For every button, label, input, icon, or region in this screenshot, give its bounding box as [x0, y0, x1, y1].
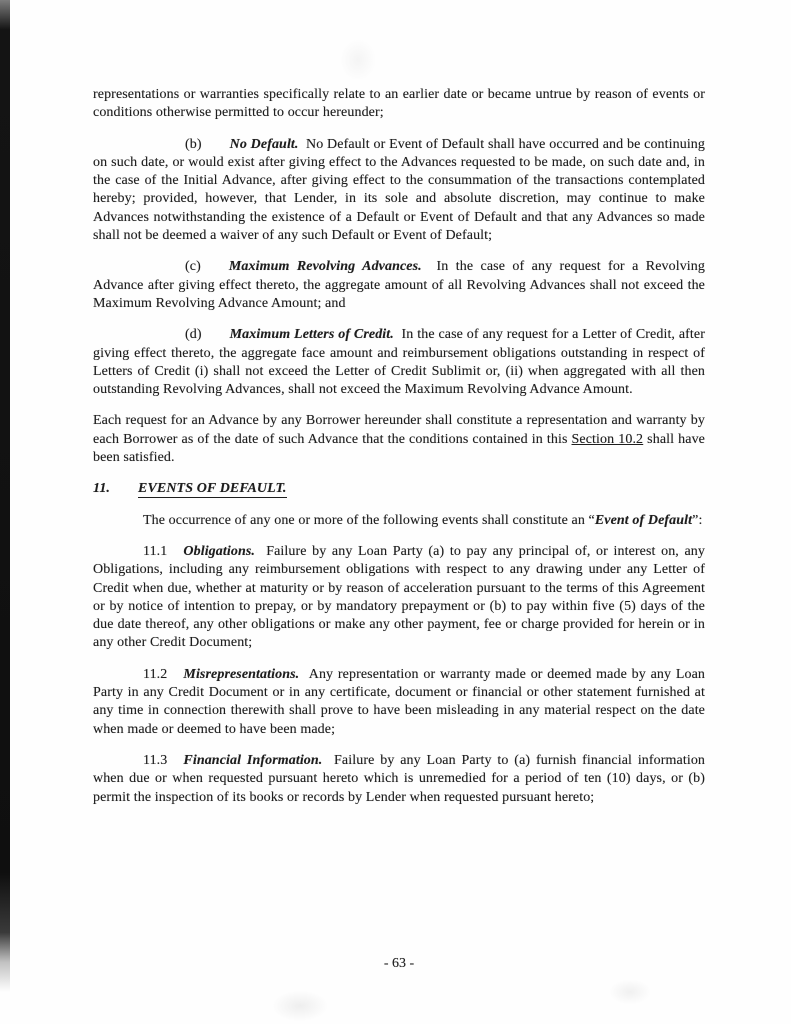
subsection-number: 11.2 — [143, 666, 168, 682]
clause-body: In the case of any request for a Letter of Credit, after giving effect thereto, the aggregate face amount and reimbursement obligations outstanding in respect of Letters of Credit (i) shall not exceed the Letter of Credit Sublimit or, (ii) when aggregated with all then outstanding Revolving Advances, shall not exceed the Maximum Revolving Advance Amount. — [93, 327, 705, 398]
subsection-body: Any representation or warranty made or deemed made by any Loan Party in any Credit Document or in any certificate, document or financial or other statement furnished at any time in connection therewith shall prove to have been misleading in any material respect on the date when made or deemed to have been made; — [93, 666, 705, 737]
event-of-default-intro-paragraph — [93, 512, 705, 530]
advance-request-paragraph — [93, 412, 705, 467]
clause-b-no-default — [93, 136, 705, 246]
section-number: 11. — [93, 481, 111, 497]
subsection-title: Financial Information. — [183, 752, 323, 768]
subsection-title: Obligations. — [183, 543, 255, 559]
clause-d-maximum-letters-of-credit — [93, 326, 705, 399]
subsection-11-1-obligations — [93, 543, 705, 653]
page-number: - 63 - — [383, 956, 415, 971]
paragraph-text: ”: — [692, 512, 703, 528]
subsection-11-2-misrepresentations — [93, 666, 705, 739]
clause-title: Maximum Letters of Credit. — [229, 327, 394, 343]
defined-term-event-of-default: Event of Default — [594, 512, 693, 528]
section-10-2-reference: Section 10.2 — [571, 431, 644, 447]
section-11-heading — [93, 480, 705, 498]
clause-label: (d) — [185, 327, 202, 343]
subsection-title: Misrepresentations. — [183, 666, 300, 682]
scanner-edge-artifact — [0, 0, 10, 992]
continuation-paragraph: representations or warranties specifically relate to an earlier date or became untrue by reason of events or conditions otherwise permitted to occur hereunder; — [93, 87, 705, 121]
paragraph-text: shall have been satisfied. — [93, 431, 705, 466]
clause-title: No Default. — [229, 136, 299, 152]
clause-title: Maximum Revolving Advances. — [228, 259, 422, 275]
paragraph-text: The occurrence of any one or more of the following events shall constitute an “ — [143, 512, 595, 528]
clause-c-maximum-revolving-advances — [93, 258, 705, 313]
clause-body: In the case of any request for a Revolving Advance after giving effect thereto, the aggregate amount of all Revolving Advances shall not exceed the Maximum Revolving Advance Amount; and — [93, 259, 705, 311]
subsection-number: 11.3 — [143, 752, 168, 768]
document-body — [93, 86, 705, 807]
section-title: EVENTS OF DEFAULT. — [138, 481, 287, 497]
subsection-body: Failure by any Loan Party (a) to pay any principal of, or interest on, any Obligations, including any reimbursement obligations with respect to any drawing under any Letter of Credit when due, whether at maturity or by reason of acceleration pursuant to the terms of this Agreement or by notice of intention to prepay, or by mandatory prepayment or (b) to pay within five (5) days of the due date thereof, any other obligations or make any other payment, fee or charge provided for herein or in any other Credit Document; — [93, 543, 705, 651]
clause-label: (c) — [185, 259, 201, 275]
subsection-number: 11.1 — [143, 543, 168, 559]
clause-body: No Default or Event of Default shall have occurred and be continuing on such date, or would exist after giving effect to the Advances requested to be made, on such date and, in the case of the Initial Advance, after giving effect to the consummation of the transactions contemplated hereby; provided, however, that Lender, in its sole and absolute discretion, may continue to make Advances notwithstanding the existence of a Default or Event of Default and that any Advances so made shall not be deemed a waiver of any such Default or Event of Default; — [93, 136, 706, 244]
subsection-body: Failure by any Loan Party to (a) furnish financial information when due or when requested pursuant hereto which is unremedied for a period of ten (10) days, or (b) permit the inspection of its books or records by Lender when requested pursuant hereto; — [93, 752, 706, 805]
paragraph-text: Each request for an Advance by any Borrower hereunder shall constitute a representation and warranty by each Borrower as of the date of such Advance that the conditions contained in this — [93, 413, 705, 447]
clause-label: (b) — [185, 136, 202, 152]
subsection-11-3-financial-information — [93, 752, 705, 807]
